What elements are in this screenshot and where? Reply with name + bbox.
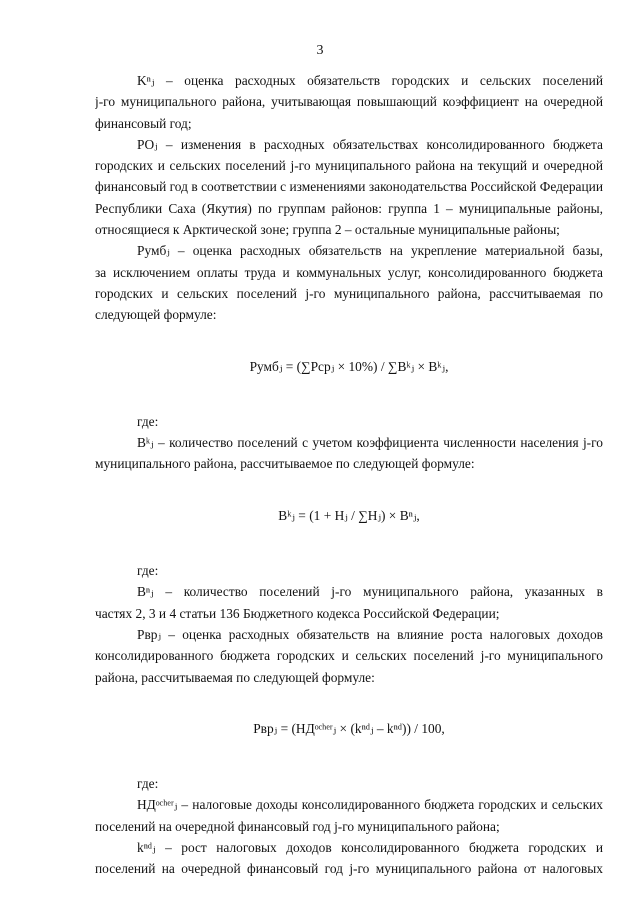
text-line: j-го муниципального района, учитывающая повышающий коэффициент на очередной — [95, 94, 603, 110]
paragraph-rvr-definition — [95, 624, 603, 688]
text-line: частях 2, 3 и 4 статьи 136 Бюджетного кодекса Российской Федерации; — [95, 605, 500, 621]
text-line: Kⁿⱼ – оценка расходных обязательств городских и сельских поселений — [137, 73, 603, 88]
where-label: где: — [137, 563, 159, 579]
text-line: Bⁿⱼ – количество поселений j-го муниципального района, указанных в — [137, 584, 603, 600]
where-label: где: — [137, 776, 159, 792]
text-line: поселений на очередной финансовый год j-го муниципального района от налоговых — [95, 861, 603, 877]
text-line: за исключением оплаты труда и коммунальных услуг, консолидированного бюджета — [95, 264, 603, 280]
text-line: городских и сельских поселений j-го муниципального района, рассчитываемая по — [95, 285, 603, 301]
text-line: Республики Саха (Якутия) по группам районов: группа 1 – муниципальные районы, — [95, 200, 603, 216]
paragraph-nd-definition — [95, 794, 603, 837]
text-line: следующей формуле: — [95, 307, 217, 323]
document-body — [95, 70, 603, 880]
text-line: района, рассчитываемая по следующей формуле: — [95, 669, 375, 685]
paragraph-po-definition — [95, 134, 603, 240]
where-label: где: — [137, 413, 159, 429]
text-line: городских и сельских поселений j-го муниципального района на текущий и очередной — [95, 158, 603, 174]
text-line: муниципального района, рассчитываемое по следующей формуле: — [95, 456, 475, 472]
formula-bk: Bᵏⱼ = (1 + Hⱼ / ∑Hⱼ) × Bⁿⱼ, — [278, 507, 420, 523]
text-line: относящиеся к Арктической зоне; группа 2 – остальные муниципальные районы; — [95, 222, 560, 238]
text-line: консолидированного бюджета городских и сельских поселений j-го муниципального — [95, 648, 603, 664]
text-line: kⁿᵈⱼ – рост налоговых доходов консолидированного бюджета городских и — [137, 840, 603, 856]
text-line: поселений на очередной финансовый год j-го муниципального района; — [95, 818, 500, 834]
text-line: НДᵒᶜʰᵉʳⱼ – налоговые доходы консолидированного бюджета городских и сельских — [137, 797, 603, 813]
paragraph-knd-definition — [95, 837, 603, 880]
text-line: POⱼ – изменения в расходных обязательствах консолидированного бюджета — [137, 136, 603, 152]
text-line: Pумбⱼ – оценка расходных обязательств на укрепление материальной базы, — [137, 243, 603, 259]
formula-rvr: Pврⱼ = (НДᵒᶜʰᵉʳⱼ × (kⁿᵈⱼ – kⁿᵈ)) / 100, — [253, 720, 445, 736]
text-line: Bᵏⱼ – количество поселений с учетом коэффициента численности населения j-го — [137, 435, 603, 451]
text-line: финансовый год; — [95, 115, 192, 131]
paragraph-bn-definition — [95, 581, 603, 624]
formula-rumb: Pумбⱼ = (∑Pcpⱼ × 10%) / ∑Bᵏⱼ × Bᵏⱼ, — [249, 358, 449, 374]
text-line: финансовый год в соответствии с изменениями законодательства Российской Федерации — [95, 179, 603, 195]
page-number: 3 — [316, 43, 324, 58]
text-line: Pврⱼ – оценка расходных обязательств на влияние роста налоговых доходов — [137, 626, 603, 642]
paragraph-bk-definition — [95, 432, 603, 475]
paragraph-k-definition — [95, 70, 603, 134]
paragraph-rumb-definition — [95, 240, 603, 325]
